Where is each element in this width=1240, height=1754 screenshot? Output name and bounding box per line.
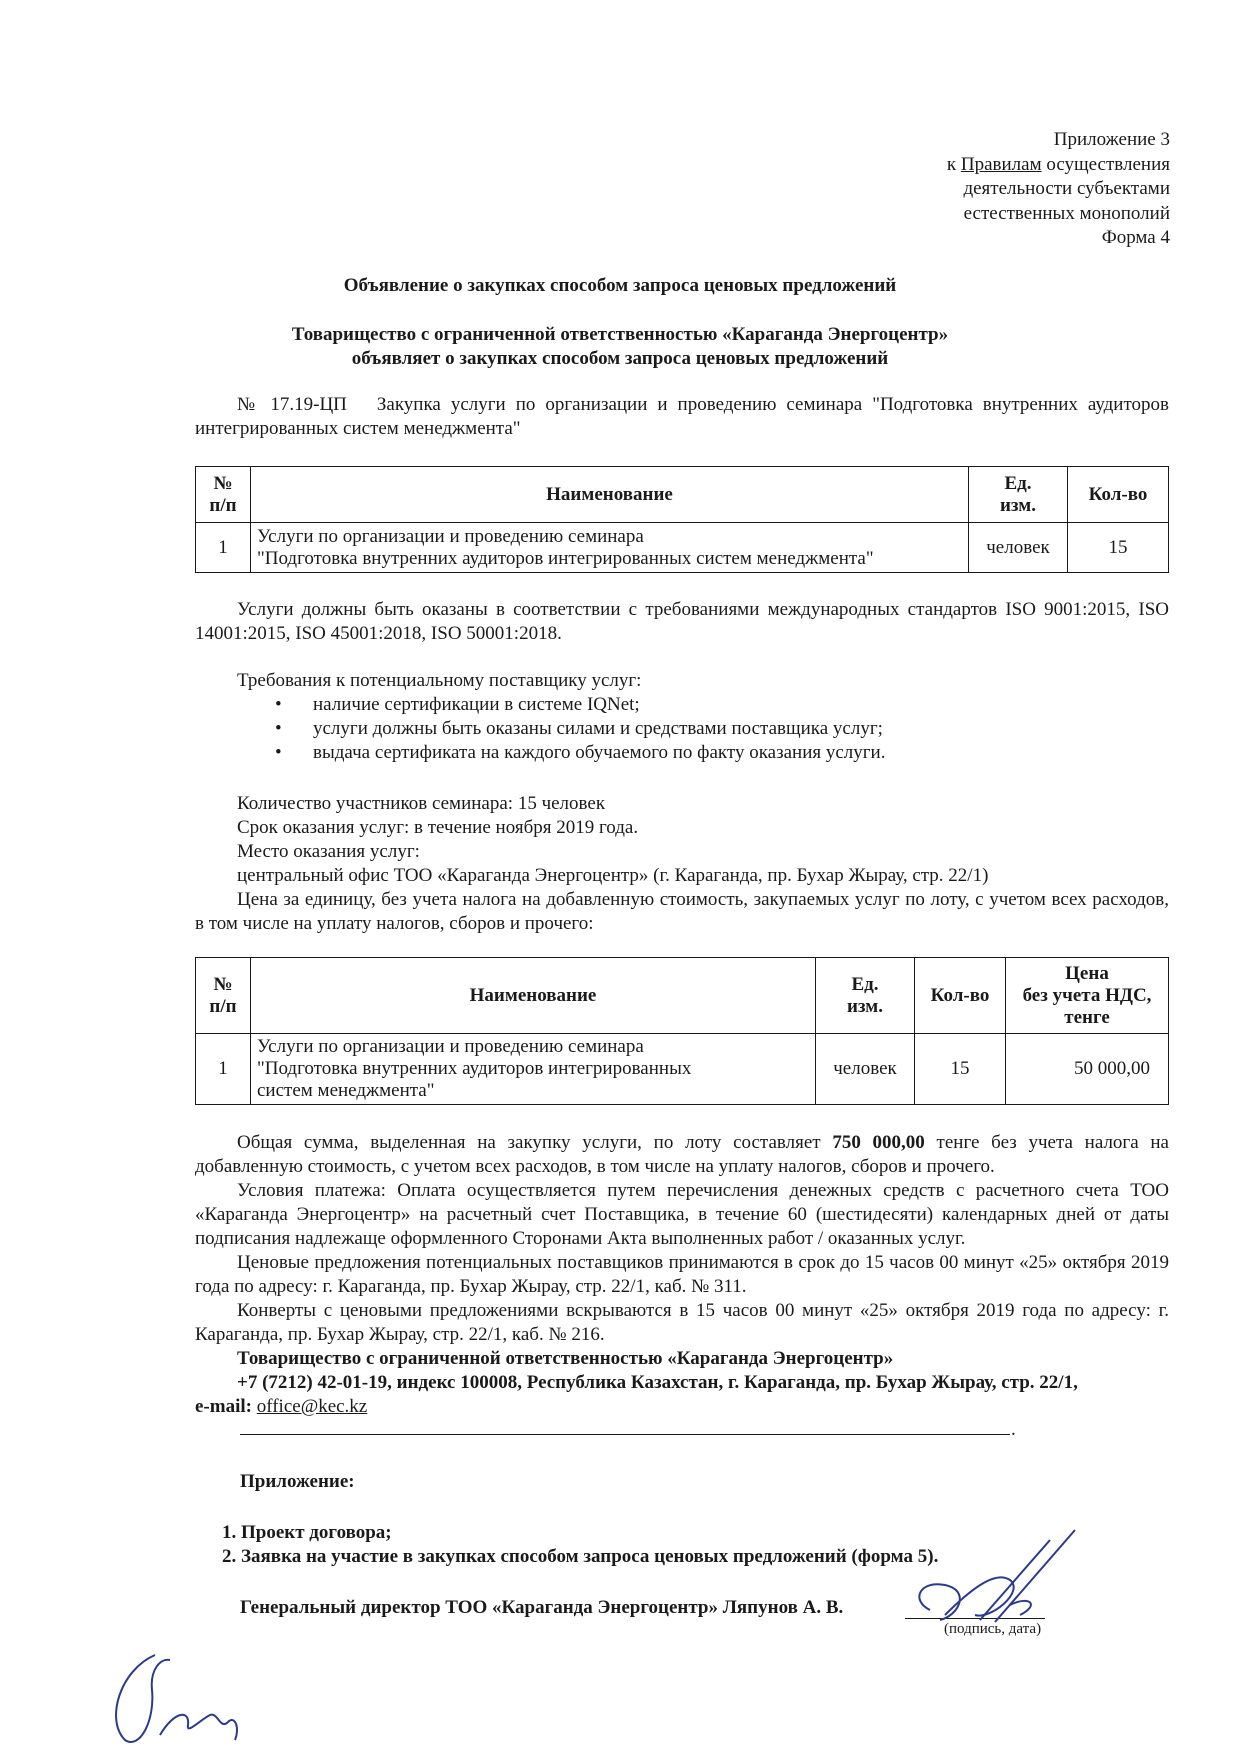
total-amount: 750 000,00 bbox=[832, 1132, 925, 1153]
annex-line-1: Приложение 3 bbox=[1053, 129, 1170, 150]
annex-block bbox=[947, 128, 1170, 251]
col-header-qty: Кол-во bbox=[1068, 467, 1169, 523]
col-header-unit: Ед. изм. bbox=[969, 467, 1068, 523]
lot-table bbox=[195, 466, 1169, 573]
annex-line-2: к Правилам осуществления bbox=[946, 153, 1170, 175]
requirements-list bbox=[195, 693, 1169, 765]
separator-dot: . bbox=[1011, 1419, 1016, 1440]
requirements bbox=[195, 669, 1169, 765]
price-table-header bbox=[196, 958, 1169, 1034]
terms bbox=[195, 1131, 1169, 1419]
standards-text: Услуги должны быть оказаны в соответствии с требованиями международных стандартов ISO 9001:2015, ISO 14001:2015, ISO 45001:2018, ISO 50001:2018. bbox=[195, 599, 1169, 644]
col-header-name: Наименование bbox=[251, 958, 816, 1034]
separator-line bbox=[240, 1434, 1010, 1435]
list-item: • услуги должны быть оказаны силами и средствами поставщика услуг; bbox=[195, 717, 1169, 741]
organization-heading-line-2: объявляет о закупках способом запроса ценовых предложений bbox=[351, 348, 889, 369]
cell-name: Услуги по организации и проведению семинара "Подготовка внутренних аудиторов интегрированных систем менеджмента" bbox=[251, 1034, 816, 1105]
email-link[interactable]: office@kec.kz bbox=[256, 1396, 368, 1417]
service-term: Срок оказания услуг: в течение ноября 2019 года. bbox=[237, 817, 639, 838]
cell-name: Услуги по организации и проведению семинара "Подготовка внутренних аудиторов интегрированных систем менеджмента" bbox=[251, 523, 969, 573]
list-item: • выдача сертификата на каждого обучаемого по факту оказания услуги. bbox=[195, 741, 1169, 765]
col-header-name: Наименование bbox=[251, 467, 969, 523]
envelope-opening: Конверты с ценовыми предложениями вскрываются в 15 часов 00 минут «25» октября 2019 года по адресу: г. Караганда, пр. Бухар Жырау, стр. 22/1, каб. № 216. bbox=[195, 1300, 1169, 1345]
cell-num: 1 bbox=[196, 523, 251, 573]
cell-num: 1 bbox=[196, 1034, 251, 1105]
contact-org: Товарищество с ограниченной ответственностью «Караганда Энергоцентр» bbox=[237, 1348, 894, 1369]
place-label: Место оказания услуг: bbox=[237, 841, 420, 862]
contact-address: +7 (7212) 42-01-19, индекс 100008, Республика Казахстан, г. Караганда, пр. Бухар Жырау, стр. 22/1, bbox=[237, 1372, 1078, 1393]
lot-table-header bbox=[196, 467, 1169, 523]
annex-line-4: естественных монополий bbox=[963, 202, 1170, 224]
lot-text: Закупка услуги по организации и проведению семинара "Подготовка внутренних аудиторов интегрированных систем менеджмента" bbox=[195, 394, 1169, 439]
cell-price: 50 000,00 bbox=[1006, 1034, 1169, 1105]
cell-unit: человек bbox=[969, 523, 1068, 573]
lot-description bbox=[195, 393, 1169, 441]
document-title: Объявление о закупках способом запроса ценовых предложений bbox=[343, 275, 897, 296]
annex-line-5: Форма 4 bbox=[1101, 227, 1170, 248]
rules-link[interactable]: Правилам bbox=[960, 153, 1042, 175]
col-header-unit: Ед. изм. bbox=[816, 958, 915, 1034]
attachments-label: Приложение: bbox=[240, 1471, 355, 1492]
requirements-intro: Требования к потенциальному поставщику услуг: bbox=[237, 670, 642, 691]
col-header-price: Цена без учета НДС, тенге bbox=[1006, 958, 1169, 1034]
price-note: Цена за единицу, без учета налога на добавленную стоимость, закупаемых услуг по лоту, с учетом всех расходов, в том числе на уплату налогов, сборов и прочего: bbox=[195, 889, 1169, 934]
payment-terms: Условия платежа: Оплата осуществляется путем перечисления денежных средств с расчетного счета ТОО «Караганда Энергоцентр» на расчетный счет Поставщика, в течение 60 (шестидесяти) календарных дней от даты подписания надлежаще оформленного Сторонами Акта выполненных работ / оказанных услуг. bbox=[195, 1180, 1169, 1249]
attachments-list bbox=[222, 1521, 938, 1569]
list-item: • наличие сертификации в системе IQNet; bbox=[195, 693, 1169, 717]
col-header-num: № п/п bbox=[196, 958, 251, 1034]
place: центральный офис ТОО «Караганда Энергоцентр» (г. Караганда, пр. Бухар Жырау, стр. 22/1) bbox=[237, 865, 989, 886]
signer-line: Генеральный директор ТОО «Караганда Энергоцентр» Ляпунов А. В. bbox=[240, 1597, 844, 1618]
initials-mark bbox=[100, 1640, 260, 1750]
lot-number: № 17.19-ЦП bbox=[237, 394, 347, 415]
submission-deadline: Ценовые предложения потенциальных поставщиков принимаются в срок до 15 часов 00 минут «25» октября 2019 года по адресу: г. Караганда, пр. Бухар Жырау, стр. 22/1, каб. № 311. bbox=[195, 1252, 1169, 1297]
signature-caption: (подпись, дата) bbox=[944, 1621, 1042, 1637]
list-item: 2. Заявка на участие в закупках способом запроса ценовых предложений (форма 5). bbox=[222, 1546, 939, 1567]
table-row bbox=[196, 523, 1169, 573]
director-signature bbox=[900, 1510, 1090, 1640]
col-header-num: № п/п bbox=[196, 467, 251, 523]
cell-qty: 15 bbox=[915, 1034, 1006, 1105]
total-amount-text: Общая сумма, выделенная на закупку услуги, по лоту составляет 750 000,00 тенге без учета налога на добавленную стоимость, с учетом всех расходов, в том числе на уплату налогов, сборов и прочего. bbox=[195, 1132, 1169, 1177]
contact-email-line: e-mail: office@kec.kz bbox=[195, 1396, 368, 1417]
col-header-qty: Кол-во bbox=[915, 958, 1006, 1034]
price-table bbox=[195, 957, 1169, 1105]
cell-unit: человек bbox=[816, 1034, 915, 1105]
seminar-details bbox=[195, 792, 1169, 936]
annex-line-3: деятельности субъектами bbox=[963, 178, 1170, 199]
organization-heading bbox=[0, 323, 1240, 371]
cell-qty: 15 bbox=[1068, 523, 1169, 573]
organization-heading-line-1: Товарищество с ограниченной ответственностью «Караганда Энергоцентр» bbox=[291, 324, 949, 345]
table-row bbox=[196, 1034, 1169, 1105]
list-item: 1. Проект договора; bbox=[222, 1522, 392, 1543]
participants: Количество участников семинара: 15 человек bbox=[237, 793, 606, 814]
